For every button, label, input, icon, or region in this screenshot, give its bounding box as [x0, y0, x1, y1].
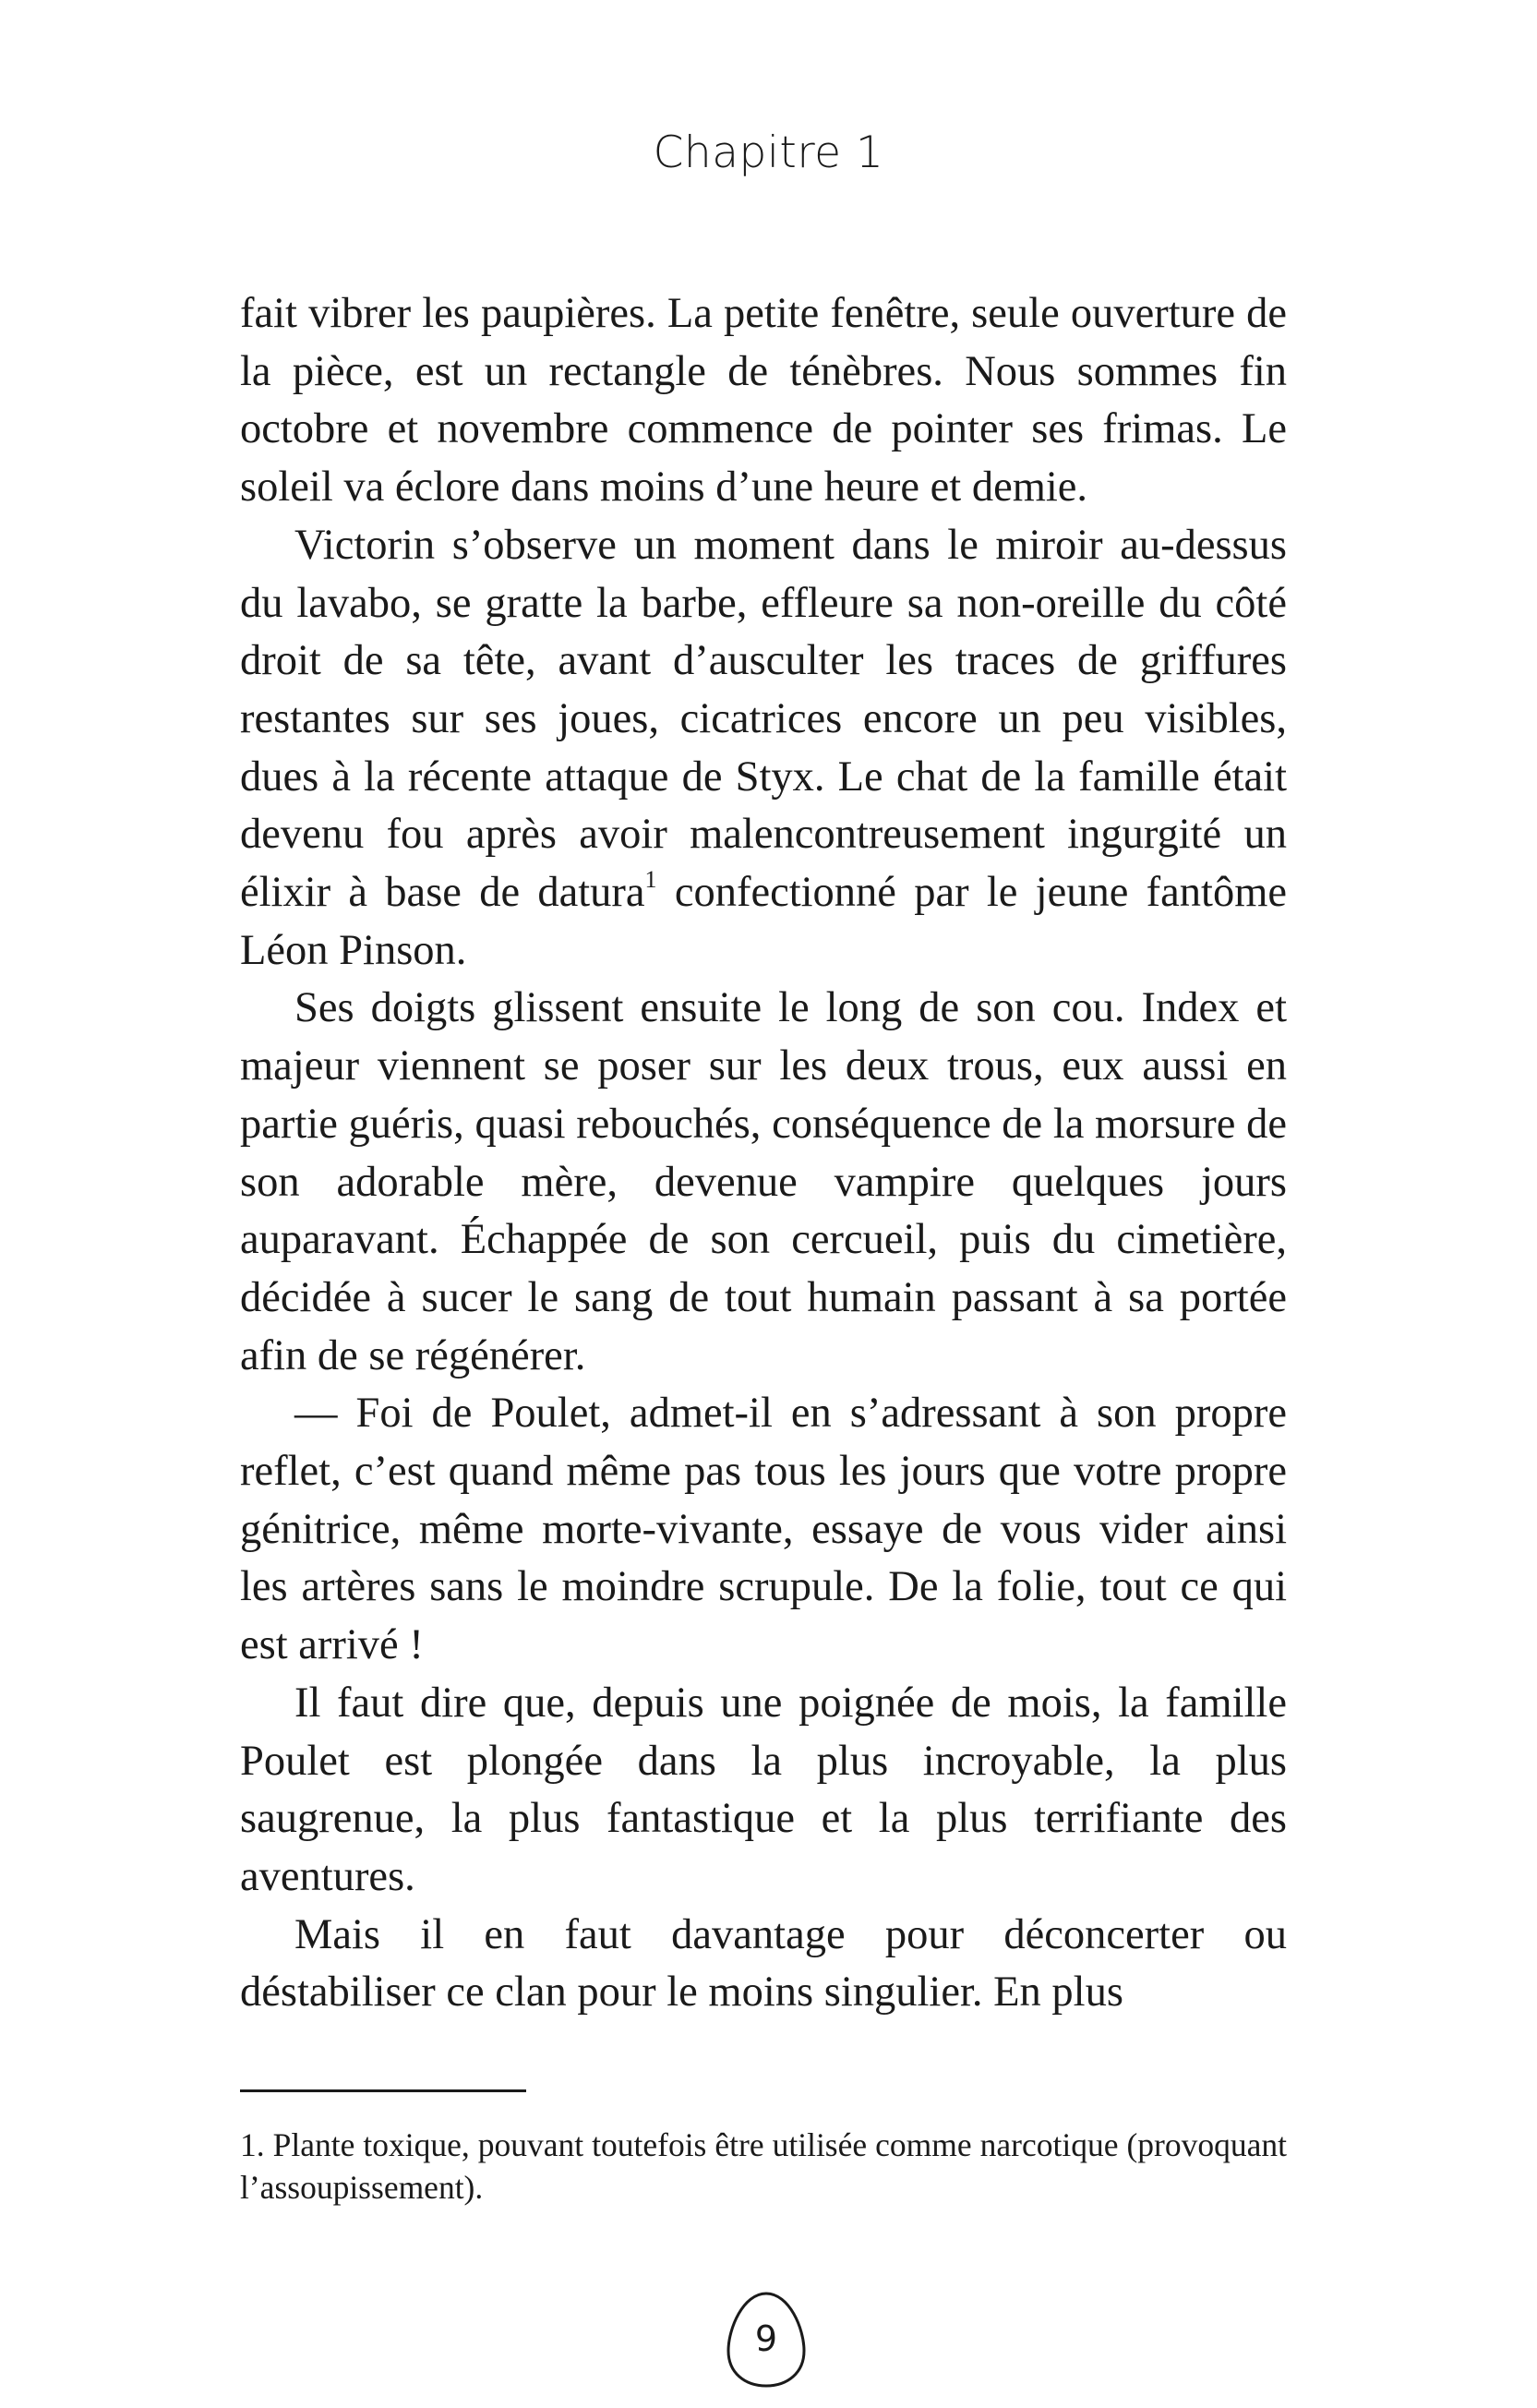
paragraph: — Foi de Poulet, admet-il en s’adressant à son propre reflet, c’est quand même pas tous les jours que votre propre génitrice, même morte-vivante, essaye de vous vider ainsi les artères sans le moindre scrupule. De la folie, tout ce qui est arrivé !	[240, 1390, 1287, 1669]
page-number: 9	[754, 2318, 778, 2359]
footnote	[240, 2124, 1287, 2209]
running-head: Chapitre 1	[653, 127, 884, 178]
footnote-reference[interactable]: 1	[644, 865, 657, 893]
paragraph: fait vibrer les paupières. La petite fenêtre, seule ouverture de la pièce, est un rectangle de ténèbres. Nous sommes fin octobre et novembre commence de pointer ses frimas. Le soleil va éclore dans moins d’une heure et demie.	[240, 290, 1287, 512]
paragraph-text: Victorin s’observe un moment dans le miroir au-dessus du lavabo, se gratte la barbe, effleure sa non-oreille du côté droit de sa tête, avant d’ausculter les traces de griffures restantes sur ses joues, cicatrices encore un peu visibles, dues à la récente attaque de Styx. Le chat de la famille était devenu fou après avoir malencontreusement ingurgité un élixir à base de datura	[240, 521, 1287, 917]
paragraph	[240, 517, 1287, 981]
paragraph: Ses doigts glissent ensuite le long de son cou. Index et majeur viennent se poser sur les deux trous, eux aussi en partie guéris, quasi rebouchés, conséquence de la morsure de son adorable mère, devenue vampire quelques jours auparavant. Échappée de son cercueil, puis du cimetière, décidée à sucer le sang de tout humain passant à sa portée afin de se régénérer.	[240, 984, 1287, 1379]
footnote-text: 1. Plante toxique, pouvant toutefois être utilisée comme narcotique (provoquant l’assoupissement).	[240, 2126, 1287, 2206]
paragraph-text: confectionné par le jeune fantôme Léon Pinson.	[240, 869, 1288, 974]
footnote-divider	[240, 2089, 526, 2092]
paragraph: Mais il en faut davantage pour déconcerter ou déstabiliser ce clan pour le moins singulier. En plus	[240, 1910, 1287, 2017]
paragraph: Il faut dire que, depuis une poignée de mois, la famille Poulet est plongée dans la plus incroyable, la plus saugrenue, la plus fantastique et la plus terrifiante des aventures.	[240, 1679, 1287, 1900]
page-number-egg	[723, 2290, 810, 2390]
body-text	[240, 285, 1287, 2022]
